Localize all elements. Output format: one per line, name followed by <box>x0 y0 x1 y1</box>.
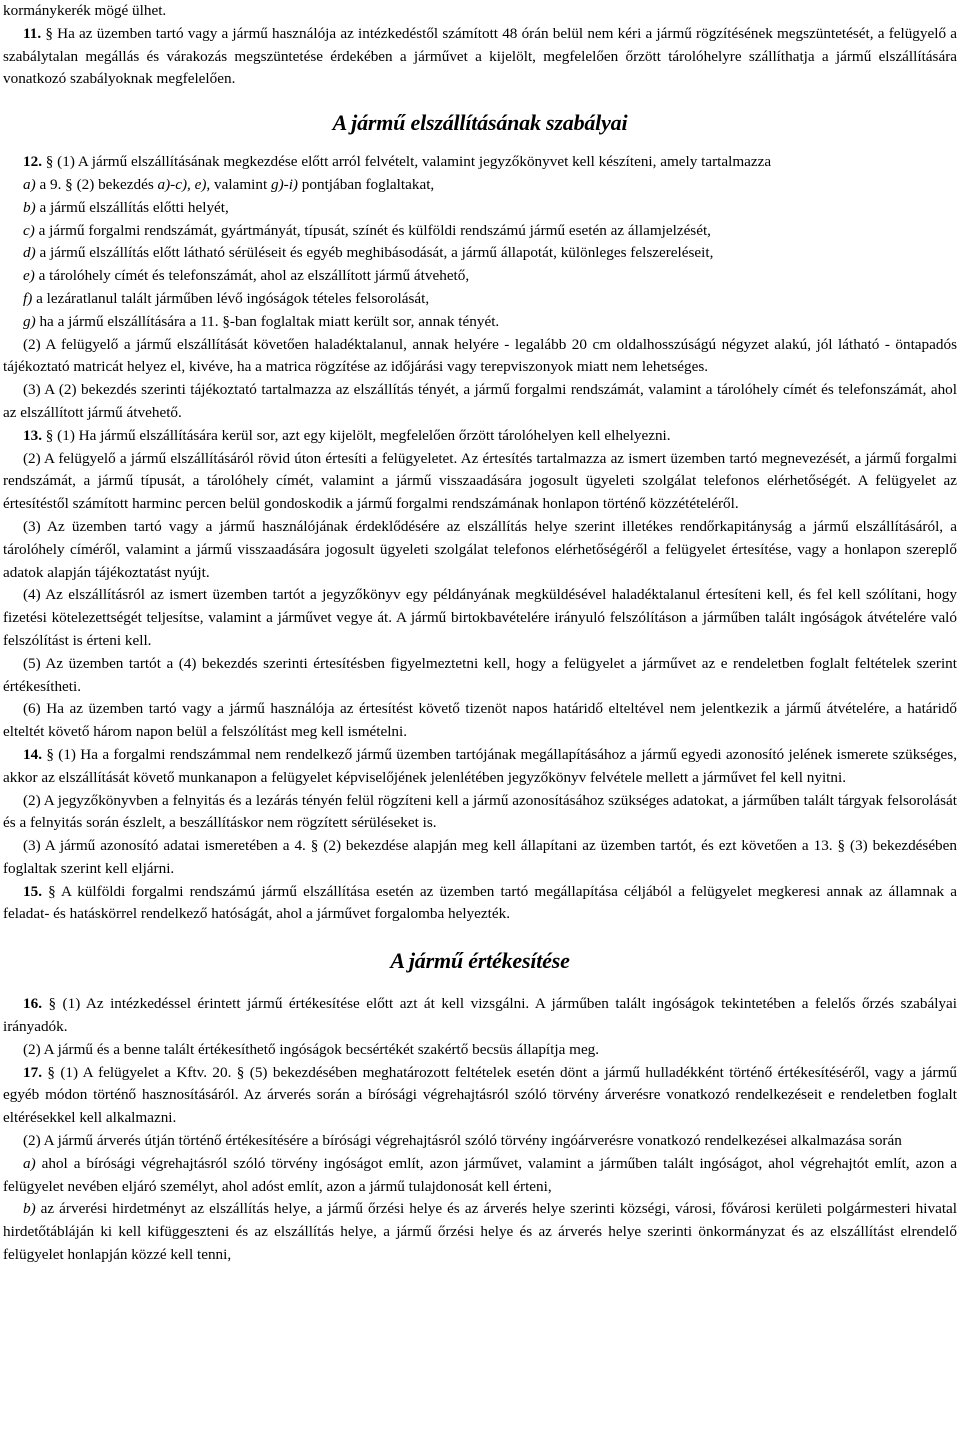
point-label: e) <box>23 267 35 285</box>
section-text: § (1) Ha jármű elszállítására kerül sor, azt egy kijelölt, megfelelően őrzött tárolóhelyen kell elhelyezni. <box>41 426 671 444</box>
top-fragment: kormánykerék mögé ülhet. <box>3 2 167 19</box>
point-text: valamint <box>210 175 271 193</box>
section-12-point-b <box>3 197 957 220</box>
section-14-paragraph-2: (2) A jegyzőkönyvben a felnyitás és a lezárás tényén felül rögzíteni kell a jármű azonosításához szükséges adatokat, a járműben talált tárgyak felsorolását és a felnyitás során észlelt, a beszállításkor nem rögzített sérüléseket is. <box>3 791 957 832</box>
section-16-paragraph-2: (2) A jármű és a benne talált értékesíthető ingóságok becsértékét szakértő becsüs állapítja meg. <box>23 1040 600 1058</box>
section-13-paragraph-5: (5) Az üzemben tartót a (4) bekezdés szerinti értesítésben figyelmeztetni kell, hogy a felügyelet a járművet az e rendeletben foglalt feltételek szerint értékesítheti. <box>3 654 957 695</box>
section-number: 13. <box>23 426 42 444</box>
section-number: 16. <box>23 995 42 1013</box>
point-label: a) <box>23 1154 36 1172</box>
section-12-paragraph-2: (2) A felügyelő a jármű elszállítását követően haladéktalanul, annak helyére - legalább 20 cm oldalhosszúságú négyzet alakú, jól látható - öntapadós tájékoztató matricát helyez el, kivéve, ha a matrica rögzítése az időjárási vagy terepviszonyok miatt nem lehetséges. <box>3 335 957 376</box>
point-ref: a)-c), e), <box>157 175 211 193</box>
point-text: pontjában foglaltakat, <box>297 175 435 193</box>
section-12-paragraph-3: (3) A (2) bekezdés szerinti tájékoztató tartalmazza az elszállítás tényét, a jármű forgalmi rendszámát, valamint a tárolóhely címét és telefonszámát, ahol az elszállított jármű átvehető. <box>3 381 957 421</box>
section-16-paragraph-1 <box>3 993 957 1039</box>
section-14-paragraph-3: (3) A jármű azonosító adatai ismeretében a 4. § (2) bekezdése alapján meg kell állapítani az üzemben tartót, és ezt követően a 13. § (3) bekezdésében foglaltak szerint kell eljárni. <box>3 837 957 877</box>
point-label: d) <box>23 244 36 262</box>
point-text: a jármű elszállítás előtt látható sérüléseit és egyéb meghibásodását, a jármű állapotát, különleges felszereléseit, <box>35 244 714 262</box>
section-number: 11. <box>23 24 42 42</box>
heading-vehicle-removal-rules: A jármű elszállításának szabályai <box>332 110 628 136</box>
point-ref: g)-i) <box>270 175 298 193</box>
section-12-point-d <box>3 242 957 265</box>
section-number: 14. <box>23 745 42 763</box>
point-label: g) <box>23 312 36 330</box>
section-17-paragraph-1 <box>3 1062 957 1130</box>
point-label: b) <box>23 1200 36 1218</box>
point-text: a tárolóhely címét és telefonszámát, ahol az elszállított jármű átvehető, <box>34 267 470 285</box>
section-12-paragraph-1 <box>3 151 957 174</box>
point-text: az árverési hirdetményt az elszállítás helye, a jármű őrzési helye és az árverés helye szerinti községi, városi, fővárosi kerületi polgármesteri hivatal hirdetőtábláján ki kell kifüggeszteni és az elszállítás helye, a jármű őrzési helye és az árverés helye szerinti önkormányzat és az elszállítást elrendelő felügyelet honlapján közzé kell tenni, <box>3 1200 957 1264</box>
heading-vehicle-sale: A jármű értékesítése <box>390 948 570 974</box>
section-17-paragraph-2: (2) A jármű árverés útján történő értékesítésére a bírósági végrehajtásról szóló törvény ingóárverésre vonatkozó rendelkezései alkalmazása során <box>23 1132 902 1150</box>
point-text: ha a jármű elszállítására a 11. §-ban foglaltak miatt került sor, annak tényét. <box>35 312 500 330</box>
section-11 <box>3 23 957 91</box>
section-text: § (1) A felügyelet a Kftv. 20. § (5) bekezdésében meghatározott feltételek esetén dönt a jármű hulladékként történő értékesítéséről, vagy a jármű egyéb módon történő hasznosításáról. Az árverés során a bírósági végrehajtásról szóló törvény árverésre vonatkozó rendelkezéseit e rendeletben foglalt eltérésekkel kell alkalmazni. <box>3 1063 957 1127</box>
point-text: a 9. § (2) bekezdés <box>35 175 158 193</box>
section-13-paragraph-2: (2) A felügyelő a jármű elszállításáról rövid úton értesíti a felügyeletet. Az értesítés tartalmazza az ismert üzemben tartó megnevezését, a jármű forgalmi rendszámát, a jármű típusát, a tárolóhely címét, valamint a jármű visszaadására jogosult ügyeleti szolgálat telefonos elérhetőségét. A felügyelet az értesítéstől számított harminc percen belül gondoskodik a jármű forgalmi rendszámának honlapon történő közzétételéről. <box>3 449 957 513</box>
section-number: 15. <box>23 882 42 900</box>
point-label: c) <box>23 221 35 239</box>
point-text: ahol a bírósági végrehajtásról szóló törvény ingóságot említ, azon járművet, valamint a járműben talált ingóságot, ahol végrehajtót említ, azon a felügyelet nevében eljáró személyt, ahol adóst említ, azon a jármű tulajdonosát kell érteni, <box>3 1154 957 1195</box>
point-label: b) <box>23 198 36 216</box>
section-13-paragraph-4: (4) Az elszállításról az ismert üzemben tartót a jegyzőkönyv egy példányának megküldésével haladéktalanul értesíteni kell, és fel kell szólítani, hogy fizetési kötelezettségét teljesítse, valamint a járművet vegye át. A jármű birtokbavételére irányuló felszólításon a járműben talált ingóságok átvételére való felszólítást is érteni kell. <box>3 586 957 649</box>
section-12-point-a <box>3 174 957 197</box>
section-12-point-c <box>3 220 957 243</box>
section-14-paragraph-1 <box>3 744 957 790</box>
section-text: § Ha az üzemben tartó vagy a jármű használója az intézkedéstől számított 48 órán belül nem kéri a jármű rögzítésének megszüntetését, a felügyelő a szabálytalan megállás és várakozás megszüntetése érdekében a járművet a kijelölt, megfelelően őrzött tárolóhelyre szállíthatja a jármű elszállítására vonatkozó szabályoknak megfelelően. <box>3 24 957 88</box>
section-number: 12. <box>23 153 42 171</box>
section-12-point-e <box>3 265 957 288</box>
section-12-point-g <box>3 311 957 334</box>
section-13-paragraph-3: (3) Az üzemben tartó vagy a jármű használójának érdeklődésére az elszállítás helye szerint illetékes rendőrkapitányság a jármű elszállításáról, a tárolóhely címéről, valamint a jármű visszaadására jogosult ügyeleti szolgálat telefonos elérhetőségéről a felügyelet értesítése, vagy a honlapon szereplő adatok alapján tájékoztatást nyújt. <box>3 517 957 581</box>
point-text: a lezáratlanul talált járműben lévő ingóságok tételes felsorolását, <box>32 289 430 307</box>
point-label: a) <box>23 175 36 193</box>
section-text: § (1) Ha a forgalmi rendszámmal nem rendelkező jármű üzemben tartójának megállapításához a jármű egyedi azonosító jelének ismerete szükséges, akkor az elszállítását követő munkanapon a felügyelet képviselőjének jelenlétében jegyzőkönyv felvétele mellett a járművet fel kell nyitni. <box>3 745 957 786</box>
section-12-point-f <box>3 288 957 311</box>
point-text: a jármű forgalmi rendszámát, gyártmányát, típusát, színét és külföldi rendszámú jármű esetén az államjelzését, <box>34 221 711 239</box>
section-text: § (1) A jármű elszállításának megkezdése előtt arról felvételt, valamint jegyzőkönyvet kell készíteni, amely tartalmazza <box>41 153 772 171</box>
point-label: f) <box>23 289 33 307</box>
section-13-paragraph-6: (6) Ha az üzemben tartó vagy a jármű használója az értesítést követő tizenöt napos határidő elteltével nem jelentkezik a jármű átvételére, a határidő elteltét követő három napon belül a felszólítást meg kell ismételni. <box>3 700 957 741</box>
section-17-point-b <box>3 1198 957 1266</box>
section-13-paragraph-1 <box>3 425 957 448</box>
section-17-point-a <box>3 1153 957 1199</box>
point-text: a jármű elszállítás előtti helyét, <box>35 198 229 216</box>
section-text: § A külföldi forgalmi rendszámú jármű elszállítása esetén az üzemben tartó megállapítása céljából a felügyelet megkeresi annak az államnak a feladat- és hatáskörrel rendelkező hatóságát, ahol a járművet forgalomba helyezték. <box>3 882 957 923</box>
section-text: § (1) Az intézkedéssel érintett jármű értékesítése előtt azt át kell vizsgálni. A járműben talált ingóságok tekintetében a felelős őrzés szabályai irányadók. <box>3 995 957 1036</box>
section-15 <box>3 881 957 927</box>
section-number: 17. <box>23 1063 42 1081</box>
